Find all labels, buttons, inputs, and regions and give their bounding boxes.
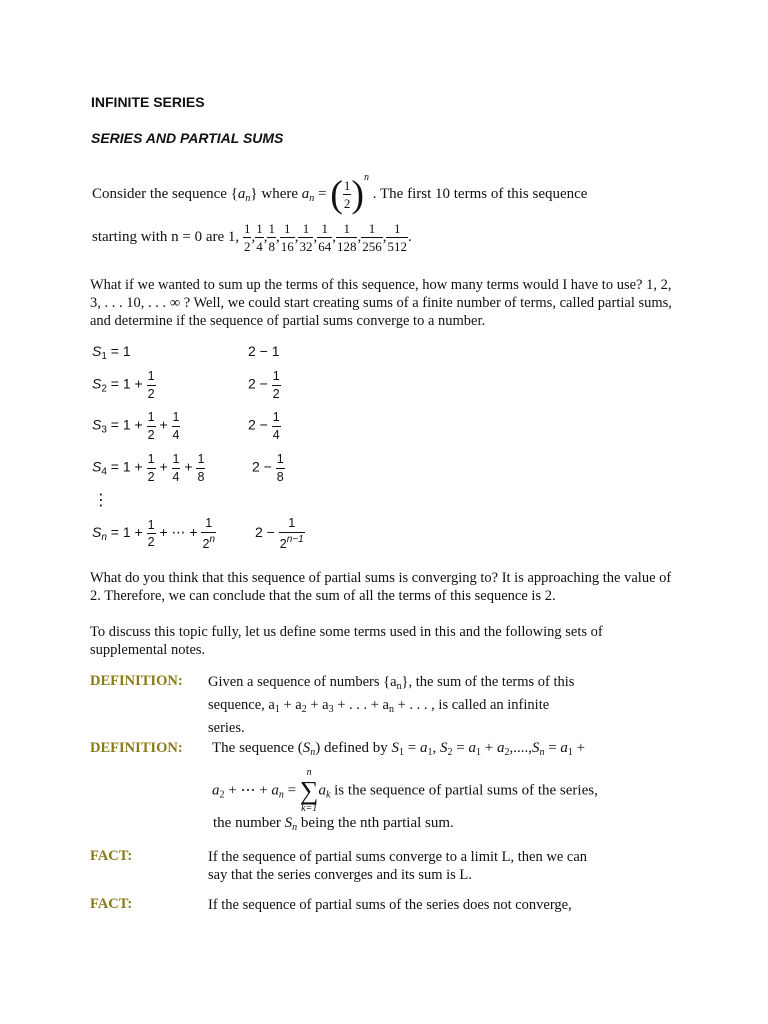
term-numerator: 1 xyxy=(268,221,275,236)
term-separator: , xyxy=(263,228,268,245)
partial-sum-sn-closed: 2 − $\frac{1}{2^{n-1}}$ xyxy=(255,516,304,551)
fact-label-2: FACT: xyxy=(90,896,133,912)
definition-text-1: Given a sequence of numbers $\{a_n\}$, the sum of the terms of this sequence, $a_1 + a_2 + a_3$ + . . . + $a_n$ + . . . , is called an infinite series. xyxy=(208,674,575,736)
definition-text-2-line-1: The sequence $(S_n)$ defined by $S_1 = a_1$, $S_2 = a_1 + a_2,....,S_n = a_1$ + xyxy=(212,740,586,758)
paragraph-2: What do you think that this sequence of partial sums is converging to? It is approaching the value of 2. Therefore, we can conclude that the sum of all the terms of this sequence is 2. xyxy=(90,570,672,604)
page-heading: INFINITE SERIES xyxy=(91,94,205,110)
term-numerator: 1 xyxy=(361,222,383,238)
sequence-term-5 xyxy=(298,222,313,253)
term-separator: , xyxy=(382,228,387,245)
term-separator: , xyxy=(294,228,299,245)
term-separator: , xyxy=(313,228,318,245)
partial-sum-s4-closed: 2 − $\frac{1}{8}$ xyxy=(252,452,284,484)
term-denominator: 512 xyxy=(387,239,407,254)
term-denominator: 256 xyxy=(362,239,382,254)
sequence-term-2 xyxy=(255,222,264,253)
fact-text-1: If the sequence of partial sums converge to a limit L, then we can say that the series converges and its sum is L. xyxy=(208,849,588,883)
intro-line-2: starting with n = 0 are 1, $\frac{1}{2}$ , $\frac{1}{4}$ , $\frac{1}{8}$ , $\frac{1}{16}$ , $\frac{1}{32}$ , $\frac{1}{64}$ , $\frac{1}{128}$ , $\frac{1}{256}$ , $\frac{1}{512}$ . xyxy=(92,221,412,254)
term-denominator: 128 xyxy=(336,239,357,254)
sequence-term-9 xyxy=(386,222,408,253)
term-separator: , xyxy=(357,228,362,245)
sequence-term-7 xyxy=(336,222,358,253)
partial-sum-s2-closed: 2 − $\frac{1}{2}$ xyxy=(248,369,280,401)
sequence-term-6 xyxy=(317,222,332,253)
term-denominator: 4 xyxy=(256,239,263,254)
intro-line-1: Consider the sequence $\{a_n\}$ where $a_n$ = ( $\frac{1}{2}$ )$^n$ . The first 10 terms of this sequence xyxy=(92,172,588,216)
definition-label-2: DEFINITION: xyxy=(90,740,183,756)
partial-sum-s3-closed: 2 − $\frac{1}{4}$ xyxy=(248,410,280,442)
definition-text-2-line-2: $a_2$ + ⋯ + $a_n$ = n ∑ k=1 $a_k$ is the sequence of partial sums of the series, xyxy=(212,767,598,814)
term-numerator: 1 xyxy=(243,221,251,236)
partial-sum-sn: $S_n = 1$ + $\frac{1}{2}$ + ⋯ + $\frac{1}{2^n}$ xyxy=(92,516,215,551)
term-numerator: 1 xyxy=(336,222,358,238)
fraction-half: $\frac{1}{2}$ xyxy=(343,178,351,212)
sequence-term-8 xyxy=(361,222,383,253)
summation-symbol: n ∑ k=1 xyxy=(299,767,319,814)
partial-sum-s1: $S_1 = 1$ xyxy=(92,343,131,362)
term-denominator: 2 xyxy=(243,239,251,254)
term-numerator: 1 xyxy=(386,222,408,238)
partial-sum-s1-closed: 2 − 1 xyxy=(248,343,280,359)
paragraph-3: To discuss this topic fully, let us define some terms used in this and the following sets of supplemental notes. xyxy=(90,624,603,658)
term-separator: , xyxy=(275,228,280,245)
sequence-term-4 xyxy=(280,222,295,253)
term-denominator: 32 xyxy=(299,239,313,254)
term-numerator: 1 xyxy=(280,222,295,238)
term-separator: , xyxy=(332,228,336,245)
partial-sum-s2: $S_2 = 1$ + $\frac{1}{2}$ xyxy=(92,369,155,401)
definition-text-2-line-3: the number $S_n$ being the nth partial sum. xyxy=(213,815,454,833)
vertical-ellipsis: ⋮ xyxy=(93,492,109,509)
section-heading: SERIES AND PARTIAL SUMS xyxy=(91,130,284,146)
partial-sum-s4: $S_4 = 1$ + $\frac{1}{2}$ + $\frac{1}{4}$ + $\frac{1}{8}$ xyxy=(92,452,205,484)
definition-label-1: DEFINITION: xyxy=(90,673,183,689)
partial-sum-s3: $S_3 = 1$ + $\frac{1}{2}$ + $\frac{1}{4}$ xyxy=(92,410,180,442)
paragraph-1: What if we wanted to sum up the terms of this sequence, how many terms would I have to use? 1, 2, 3, . . . 10, . . . ∞ ? Well, we could start creating sums of a finite number of terms, called partial sums, and determine if the sequence of partial sums converge to a number. xyxy=(90,277,672,329)
fact-text-2: If the sequence of partial sums of the series does not converge, xyxy=(208,897,572,913)
term-numerator: 1 xyxy=(256,221,263,236)
term-numerator: 1 xyxy=(317,222,332,238)
term-denominator: 64 xyxy=(318,239,332,254)
fact-label-1: FACT: xyxy=(90,848,133,864)
term-numerator: 1 xyxy=(298,222,313,238)
term-denominator: 16 xyxy=(280,239,294,254)
sequence-term-3 xyxy=(267,222,276,253)
term-denominator: 8 xyxy=(268,239,275,254)
term-separator: , xyxy=(251,228,256,245)
